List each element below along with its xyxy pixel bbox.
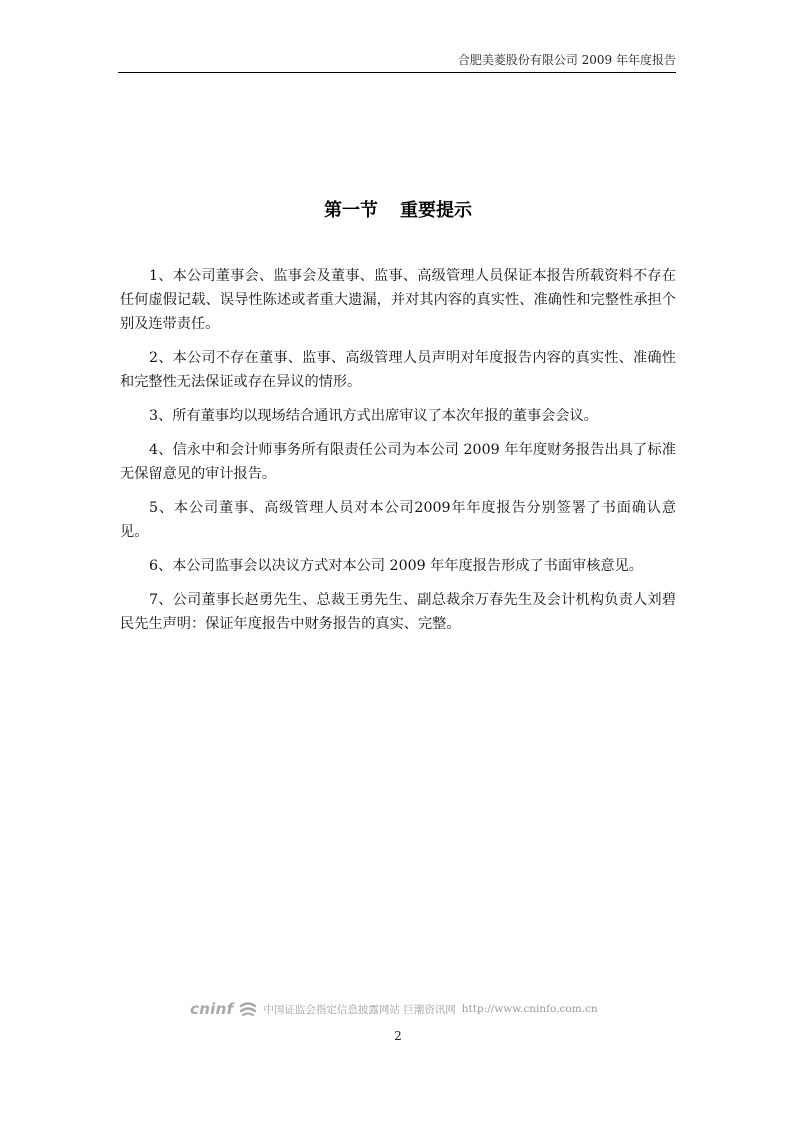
notice-item-7: 7、公司董事长赵勇先生、总裁王勇先生、副总裁余万春先生及会计机构负责人刘碧民先生声明：保证年度报告中财务报告的真实、完整。 [120,592,676,632]
footer-url[interactable]: http://www.cninfo.com.cn [461,1003,598,1015]
notice-item-6: 6、本公司监事会以决议方式对本公司 2009 年年度报告形成了书面审核意见。 [149,558,643,574]
section-title [120,199,676,223]
page-number: 2 [394,1029,402,1043]
notice-item-5: 5、本公司董事、高级管理人员对本公司2009年年度报告分别签署了书面确认意见。 [120,500,676,540]
footer-brand [190,998,598,1020]
section-heading: 重要提示 [400,200,472,221]
notice-list [120,264,676,646]
footer-site-name: 中国证监会指定信息披露网站 巨潮资讯网 [263,1003,456,1016]
cninf-logo-icon [239,1000,257,1018]
section-number: 第一节 [324,200,378,221]
cninf-logo-text: cninf [190,1000,234,1018]
header-company-report: 合肥美菱股份有限公司 2009 年年度报告 [457,53,676,67]
page-header [120,52,676,68]
notice-item-1: 1、本公司董事会、监事会及董事、监事、高级管理人员保证本报告所载资料不存在任何虚假记载、误导性陈述或者重大遗漏，并对其内容的真实性、准确性和完整性承担个别及连带责任。 [120,268,676,332]
notice-item-2: 2、本公司不存在董事、监事、高级管理人员声明对年度报告内容的真实性、准确性和完整性无法保证或存在异议的情形。 [120,350,676,390]
notice-item-3: 3、所有董事均以现场结合通讯方式出席审议了本次年报的董事会会议。 [149,408,598,424]
notice-item-4: 4、信永中和会计师事务所有限责任公司为本公司 2009 年年度财务报告出具了标准无保留意见的审计报告。 [120,442,676,482]
header-rule [118,72,676,73]
